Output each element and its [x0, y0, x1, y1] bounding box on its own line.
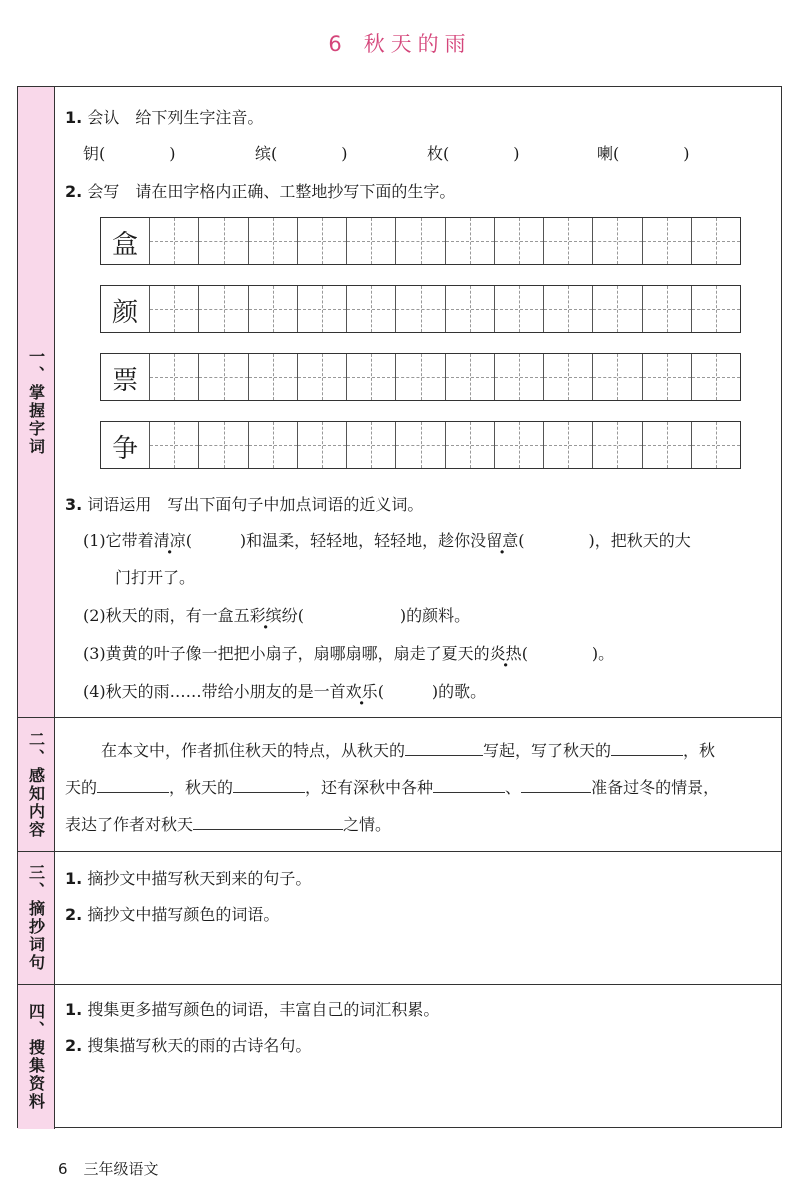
practice-cell[interactable] — [494, 218, 543, 264]
practice-cell[interactable] — [346, 286, 395, 332]
lesson-title: 秋天的雨 — [363, 32, 472, 56]
practice-cell[interactable] — [494, 422, 543, 468]
model-character: 盒 — [112, 230, 139, 260]
section-collect-materials — [18, 985, 781, 1129]
writing-grid-row-1[interactable] — [100, 217, 741, 265]
model-character: 颜 — [112, 298, 139, 328]
practice-cell[interactable] — [691, 354, 740, 400]
question-1: 1. 会认 给下列生字注音。 — [65, 108, 264, 127]
practice-cell[interactable] — [346, 218, 395, 264]
practice-cell[interactable] — [149, 286, 198, 332]
model-char-cell — [101, 286, 149, 332]
lesson-number: 6 — [328, 32, 348, 56]
sentence-4: (4)秋天的雨……带给小朋友的是一首欢乐( )的歌。 — [83, 682, 487, 701]
practice-cell[interactable] — [395, 218, 444, 264]
model-char-cell — [101, 422, 149, 468]
writing-grid-row-2[interactable] — [100, 285, 741, 333]
practice-cell[interactable] — [198, 286, 247, 332]
question-3: 3. 词语运用 写出下面句子中加点词语的近义词。 — [65, 495, 424, 514]
practice-cell[interactable] — [494, 354, 543, 400]
summary-line-3[interactable]: 表达了作者对秋天 之情。 — [65, 815, 392, 834]
model-char-cell — [101, 354, 149, 400]
practice-cell[interactable] — [543, 218, 592, 264]
practice-cell[interactable] — [642, 286, 691, 332]
excerpt-question-1: 1. 摘抄文中描写秋天到来的句子。 — [65, 869, 312, 888]
practice-cell[interactable] — [642, 218, 691, 264]
summary-line-2[interactable]: 天的 ，秋天的 ，还有深秋中各种 、 准备过冬的情景， — [65, 778, 720, 797]
practice-cell[interactable] — [149, 354, 198, 400]
practice-cell[interactable] — [395, 354, 444, 400]
section-label-3: 三、摘抄词句 — [18, 852, 55, 984]
sentence-1: (1)它带着清凉( )和温柔，轻轻地，轻轻地，趁你没留意( )，把秋天的大 — [83, 531, 691, 550]
section-label-4: 四、搜集资料 — [18, 985, 55, 1129]
practice-cell[interactable] — [198, 422, 247, 468]
page-title — [0, 28, 800, 58]
practice-cell[interactable] — [248, 286, 297, 332]
sentence-2: (2)秋天的雨，有一盒五彩缤纷( )的颜料。 — [83, 606, 471, 625]
practice-cell[interactable] — [297, 422, 346, 468]
pinyin-item-3[interactable]: 枚( ) — [427, 144, 520, 163]
practice-cell[interactable] — [592, 286, 641, 332]
practice-cell[interactable] — [445, 354, 494, 400]
practice-cell[interactable] — [543, 422, 592, 468]
practice-cell[interactable] — [543, 286, 592, 332]
writing-grid-row-3[interactable] — [100, 353, 741, 401]
section-excerpt — [18, 852, 781, 985]
section-master-words — [18, 87, 781, 718]
practice-cell[interactable] — [494, 286, 543, 332]
practice-cell[interactable] — [198, 354, 247, 400]
practice-cell[interactable] — [592, 422, 641, 468]
page-footer — [58, 1158, 159, 1179]
practice-cell[interactable] — [592, 354, 641, 400]
question-2: 2. 会写 请在田字格内正确、工整地抄写下面的生字。 — [65, 182, 456, 201]
practice-cell[interactable] — [691, 218, 740, 264]
practice-cell[interactable] — [592, 218, 641, 264]
practice-cell[interactable] — [248, 354, 297, 400]
practice-cell[interactable] — [297, 286, 346, 332]
practice-cell[interactable] — [445, 286, 494, 332]
section-label-1: 一、掌握字词 — [18, 87, 55, 717]
model-character: 争 — [112, 434, 139, 464]
practice-cell[interactable] — [248, 218, 297, 264]
practice-cell[interactable] — [395, 286, 444, 332]
practice-cell[interactable] — [346, 354, 395, 400]
practice-cell[interactable] — [149, 218, 198, 264]
section-label-2: 二、感知内容 — [18, 718, 55, 851]
summary-line-1[interactable]: 在本文中，作者抓住秋天的特点，从秋天的 写起，写了秋天的 ，秋 — [101, 741, 716, 760]
practice-cell[interactable] — [297, 354, 346, 400]
practice-cell[interactable] — [395, 422, 444, 468]
page-number: 6 — [58, 1160, 68, 1178]
practice-cell[interactable] — [642, 354, 691, 400]
pinyin-item-2[interactable]: 缤( ) — [255, 144, 348, 163]
excerpt-question-2: 2. 摘抄文中描写颜色的词语。 — [65, 905, 280, 924]
practice-cell[interactable] — [642, 422, 691, 468]
model-character: 票 — [112, 366, 139, 396]
collect-question-2: 2. 搜集描写秋天的雨的古诗名句。 — [65, 1036, 312, 1055]
collect-question-1: 1. 搜集更多描写颜色的词语，丰富自己的词汇积累。 — [65, 1000, 440, 1019]
practice-cell[interactable] — [445, 218, 494, 264]
practice-cell[interactable] — [691, 422, 740, 468]
practice-cell[interactable] — [445, 422, 494, 468]
practice-cell[interactable] — [198, 218, 247, 264]
worksheet-frame — [17, 86, 782, 1128]
practice-cell[interactable] — [346, 422, 395, 468]
practice-cell[interactable] — [248, 422, 297, 468]
sentence-3: (3)黄黄的叶子像一把把小扇子，扇哪扇哪，扇走了夏天的炎热( )。 — [83, 644, 615, 663]
practice-cell[interactable] — [149, 422, 198, 468]
practice-cell[interactable] — [297, 218, 346, 264]
practice-cell[interactable] — [543, 354, 592, 400]
model-char-cell — [101, 218, 149, 264]
section-perceive-content — [18, 718, 781, 852]
pinyin-item-1[interactable]: 钥( ) — [83, 144, 176, 163]
pinyin-item-4[interactable]: 喇( ) — [597, 144, 690, 163]
practice-cell[interactable] — [691, 286, 740, 332]
sentence-1-cont: 门打开了。 — [115, 568, 196, 587]
book-name: 三年级语文 — [83, 1160, 159, 1178]
writing-grid-row-4[interactable] — [100, 421, 741, 469]
